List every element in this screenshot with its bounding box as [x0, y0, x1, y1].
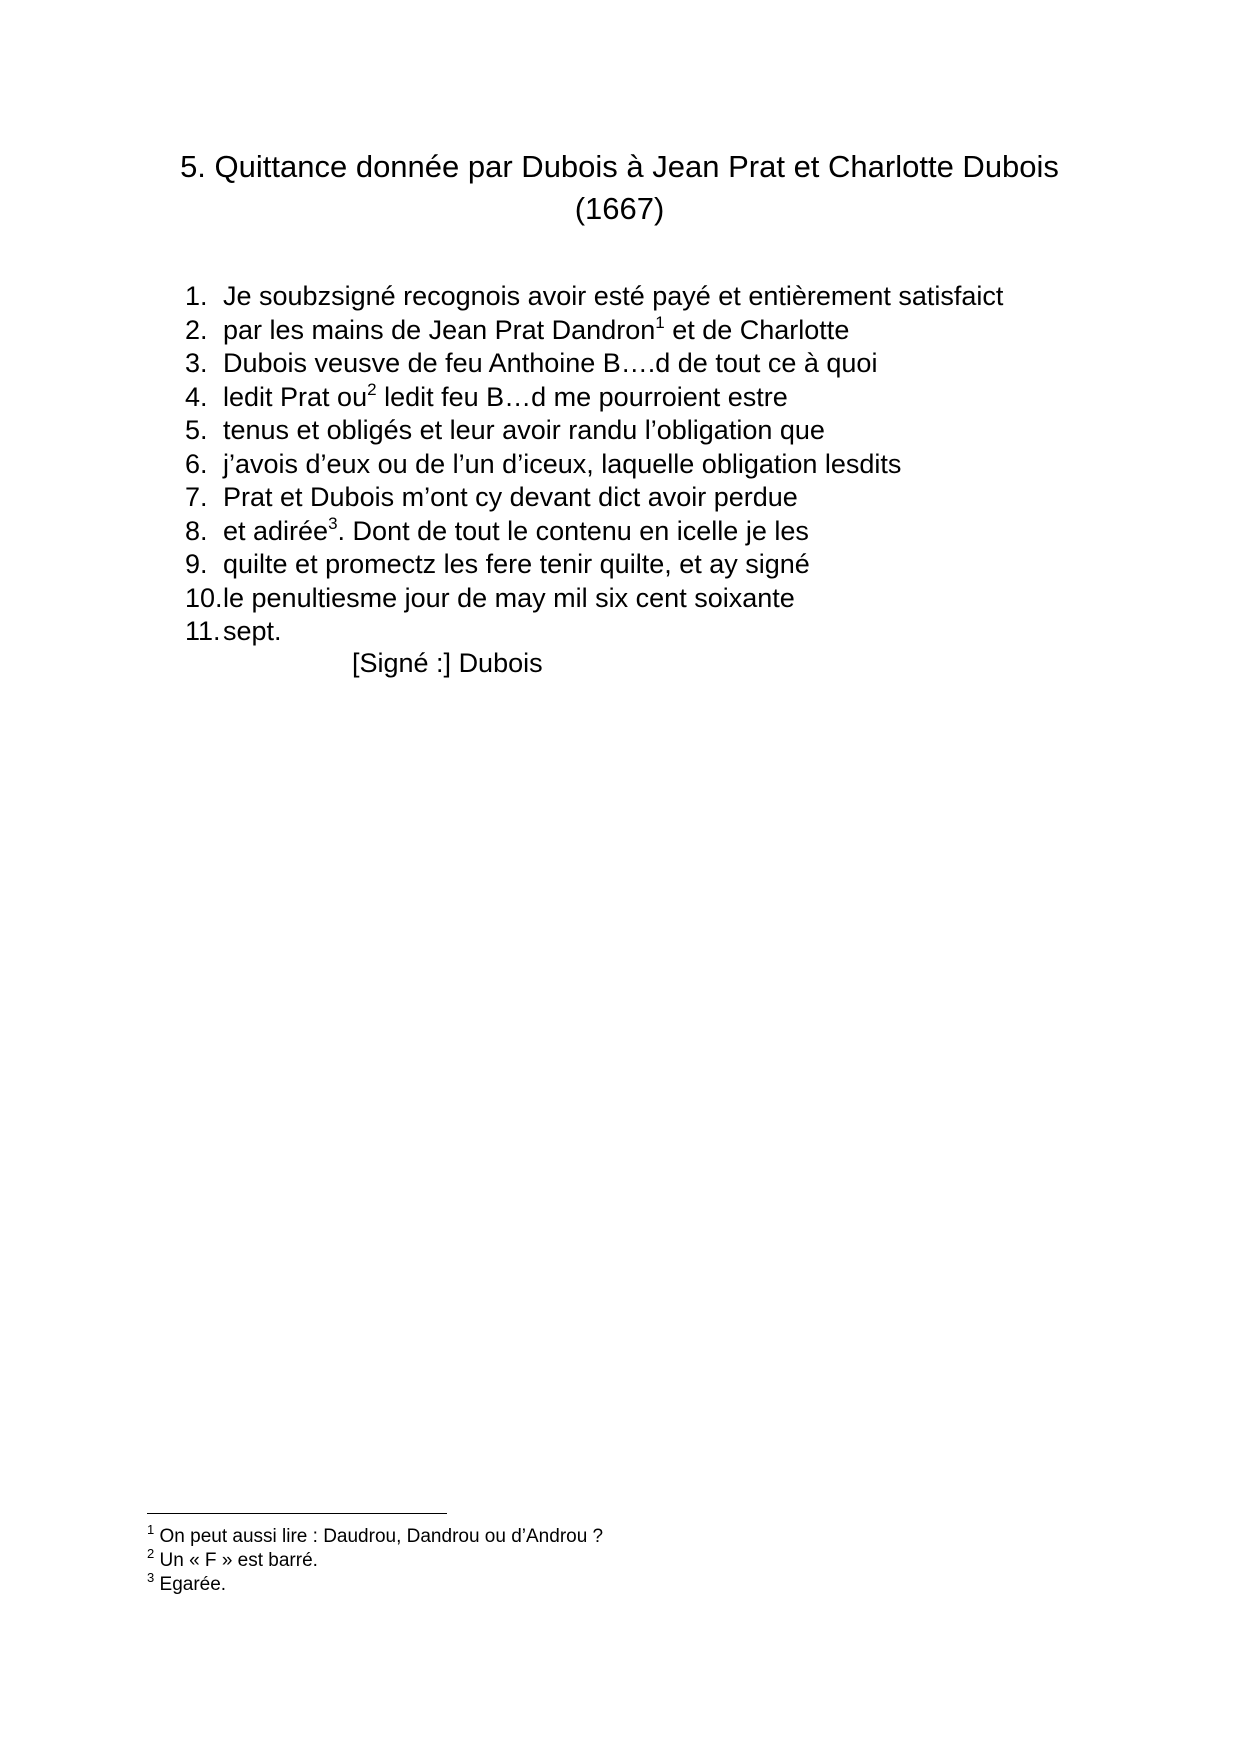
line-text: et adirée$^3$. Dont de tout le contenu en icelle je les	[223, 513, 809, 546]
line-text: Je soubzsigné recognois avoir esté payé et entièrement satisfaict	[223, 281, 1004, 311]
line-text: sept.	[223, 616, 282, 646]
line-number: 6.	[185, 448, 208, 479]
line-number: 10.	[185, 582, 223, 613]
line-number: 8.	[185, 515, 208, 546]
footnotes	[147, 1522, 604, 1597]
line-text: Prat et Dubois m’ont cy devant dict avoir perdue	[223, 482, 798, 512]
signature: [Signé :] Dubois	[352, 648, 543, 678]
line-number: 5.	[185, 415, 208, 445]
footnote-2	[147, 1546, 603, 1573]
footnote-3	[147, 1570, 603, 1597]
footnote-separator	[147, 1513, 447, 1514]
line-number: 11.	[185, 616, 221, 646]
line-number: 3.	[185, 348, 208, 378]
footnote-text: On peut aussi lire : Daudrou, Dandrou ou d’Androu ?	[159, 1526, 604, 1547]
footnote-text: Egarée.	[159, 1574, 227, 1595]
document-title	[0, 146, 1239, 230]
line-number: 1.	[185, 281, 208, 311]
line-text: tenus et obligés et leur avoir randu l’obligation que	[223, 415, 825, 445]
title-line-1: 5. Quittance donnée par Dubois à Jean Prat et Charlotte Dubois	[180, 149, 1059, 184]
line-text: par les mains de Jean Prat Dandron$^1$ et de Charlotte	[223, 312, 850, 345]
footnote-text: Un « F » est barré.	[159, 1550, 318, 1571]
line-number: 4.	[185, 381, 208, 412]
footnote-ref-1[interactable]: 1	[655, 312, 665, 332]
footnote-ref-3[interactable]: 3	[328, 513, 338, 533]
line-text: le penultiesme jour de may mil six cent soixante	[223, 582, 795, 613]
footnote-number: 3	[147, 1570, 155, 1585]
footnote-1	[147, 1522, 604, 1549]
line-number: 7.	[185, 482, 208, 512]
title-line-2: (1667)	[574, 191, 665, 226]
footnote-ref-2[interactable]: 2	[367, 379, 377, 399]
footnote-number: 1	[147, 1522, 155, 1537]
line-text: ledit Prat $ou^2$ ledit feu B…d me pourroient estre	[223, 379, 788, 412]
line-text: quilte et promectz les fere tenir quilte, et ay signé	[223, 549, 810, 579]
line-text: j’avois d’eux ou de l’un d’iceux, laquelle obligation lesdits	[223, 448, 902, 479]
line-number: 2.	[185, 314, 208, 345]
line-text: Dubois veusve de feu Anthoine B….d de tout ce à quoi	[223, 348, 878, 378]
line-number: 9.	[185, 549, 208, 579]
footnote-number: 2	[147, 1546, 155, 1561]
